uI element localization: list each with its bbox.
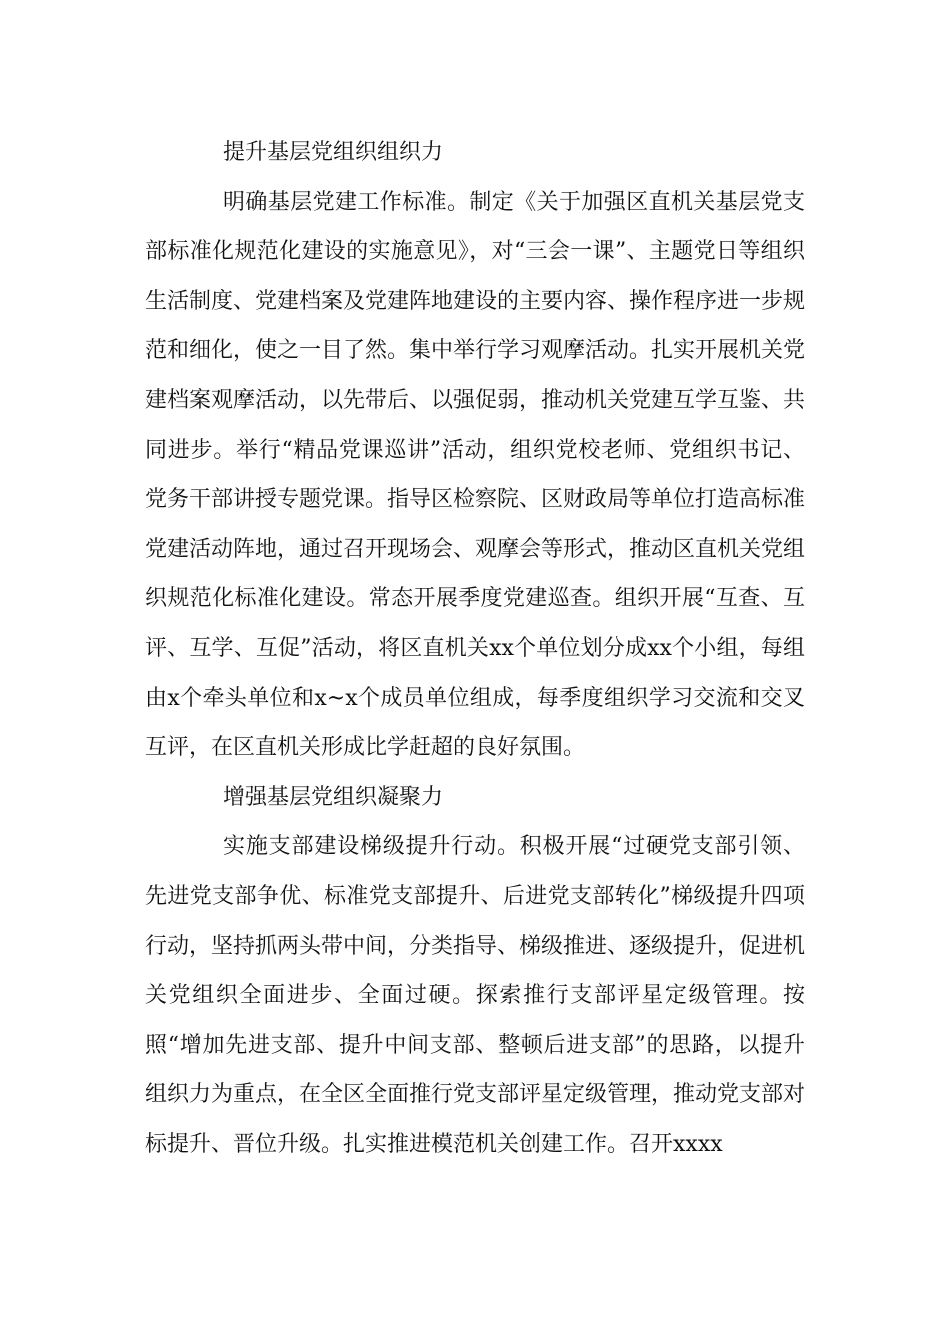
document-body <box>145 128 805 1169</box>
section-heading-2: 增强基层党组织凝聚力 <box>223 784 444 810</box>
section-paragraph-2: 实施支部建设梯级提升行动。积极开展“过硬党支部引领、先进党支部争优、标准党支部提升、后进党支部转化”梯级提升四项行动，坚持抓两头带中间，分类指导、梯级推进、逐级提升，促进机关党组织全面进步、全面过硬。探索推行支部评星定级管理。按照“增加先进支部、提升中间支部、整顿后进支部”的思路，以提升组织力为重点，在全区全面推行党支部评星定级管理，推动党支部对标提升、晋位升级。扎实推进模范机关创建工作。召开xxxx <box>145 834 806 1157</box>
section-heading-1: 提升基层党组织组织力 <box>223 140 444 165</box>
section-paragraph-1: 明确基层党建工作标准。制定《关于加强区直机关基层党支部标准化规范化建设的实施意见》，对“三会一课”、主题党日等组织生活制度、党建档案及党建阵地建设的主要内容、操作程序进一步规范和细化，使之一目了然。集中举行学习观摩活动。扎实开展机关党建档案观摩活动，以先带后、以强促弱，推动机关党建互学互鉴、共同进步。举行“精品党课巡讲”活动，组织党校老师、党组织书记、党务干部讲授专题党课。指导区检察院、区财政局等单位打造高标准党建活动阵地，通过召开现场会、观摩会等形式，推动区直机关党组织规范化标准化建设。常态开展季度党建巡查。组织开展“互查、互评、互学、互促”活动，将区直机关xx个单位划分成xx个小组，每组由x个牵头单位和x~x个成员单位组成，每季度组织学习交流和交叉互评，在区直机关形成比学赶超的良好氛围。 <box>145 189 806 761</box>
